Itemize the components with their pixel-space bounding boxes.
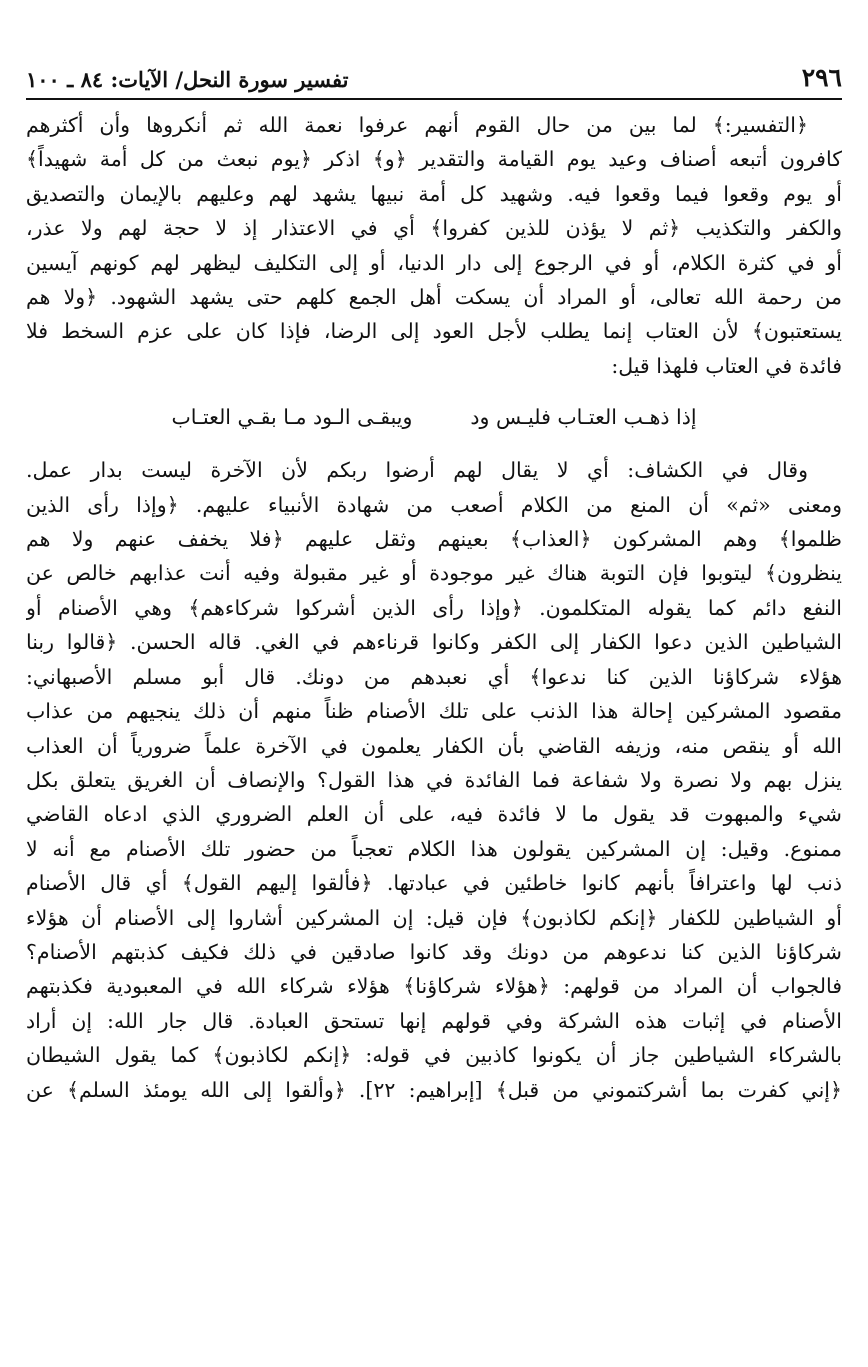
text-line: ممنوع. وقيل: إن المشركين يقولون هذا الكلام تعجباً من حضور تلك الأصنام مع أنه لا: [26, 836, 842, 861]
text-line: أو الشياطين للكفار ﴿إنكم لكاذبون﴾ فإن قيل: إن المشركين أشاروا إلى الأصنام أن هؤلاء: [26, 905, 842, 930]
text-line: مقصود المشركين إحالة هذا الذنب على تلك الأصنام ظناً منهم أن ذلك ينجيهم من عذاب: [26, 699, 842, 724]
text-line: شركاؤنا الذين كنا ندعوهم من دونك وقد كانوا صادقين في ذلك فكيف كذبتهم الأصنام؟: [26, 939, 842, 964]
text-line: الشياطين الذين دعوا الكفار إلى الكفر وكانوا قرناءهم في الغي. قاله الحسن. ﴿قالوا ربنا: [26, 630, 842, 655]
poetry-verse: [26, 405, 842, 429]
text-line: شيء والمبهوت قد يقول ما لا فائدة فيه، على أن العلم الضروري الذي ادعاه القاضي: [26, 802, 842, 827]
verse-hemistich-1: إذا ذهـب العتـاب فليـس ود: [470, 405, 697, 430]
paragraph-2: [26, 453, 842, 1107]
text-line: فائدة في العتاب فلهذا قيل:: [611, 353, 842, 378]
text-line: والكفر والتكذيب ﴿ثم لا يؤذن للذين كفروا﴾ أي في الاعتذار إذ لا حجة لهم ولا عذر،: [26, 216, 842, 241]
text-line: بالشركاء الشياطين جاز أن يكونوا كاذبين في قوله: ﴿إنكم لكاذبون﴾ كما يقول الشيطان: [26, 1043, 842, 1068]
text-line: ﴿إني كفرت بما أشركتموني من قبل﴾ [إبراهيم: ٢٢]. ﴿وألقوا إلى الله يومئذ السلم﴾ عن: [26, 1077, 842, 1102]
text-line: هؤلاء شركاؤنا الذين كنا ندعوا﴾ أي نعبدهم من دونك. قال أبو مسلم الأصبهاني:: [26, 664, 842, 689]
header-rule: [26, 98, 842, 100]
text-line: يستعتبون﴾ لأن العتاب إنما يطلب لأجل العود إلى الرضا، فإذا كان على عزم السخط فلا: [26, 319, 842, 344]
verse-hemistich-2: ويبقـى الـود مـا بقـي العتـاب: [171, 405, 413, 430]
text-line: من رحمة الله تعالى، أو المراد أن يسكت أهل الجمع كلهم حتى يشهد الشهود. ﴿ولا هم: [26, 285, 842, 310]
running-title: تفسير سورة النحل/ الآيات: ٨٤ ـ ١٠٠: [26, 67, 349, 92]
text-line: ظلموا﴾ وهم المشركون ﴿العذاب﴾ بعينهم وثقل عليهم ﴿فلا يخفف عنهم ولا هم: [26, 527, 842, 552]
text-line: الأصنام في إثبات هذه الشركة وفي قولهم إنها تستحق العبادة. قال جار الله: إن أراد: [26, 1008, 842, 1033]
page-number: ٢٩٦: [801, 63, 842, 92]
text-line: ومعنى «ثم» أن المنع من الكلام أصعب من شهادة الأنبياء عليهم. ﴿وإذا رأى الذين: [26, 492, 842, 517]
text-line: أو في كثرة الكلام، أو في الرجوع إلى دار الدنيا، أو إلى التكليف ليظهر لهم كونهم آيسين: [26, 250, 842, 275]
text-line: فالجواب أن المراد من قولهم: ﴿هؤلاء شركاؤنا﴾ هؤلاء شركاء الله في المعبودية فكذبتهم: [26, 974, 842, 999]
text-line: الله أو ينقص منه، وزيفه القاضي بأن الكفار يعلمون في الآخرة علماً ضرورياً أن العذاب: [26, 733, 842, 758]
page-header: [26, 52, 842, 92]
paragraph-1: [26, 108, 842, 383]
text-line: كافرون أتبعه أصناف وعيد يوم القيامة والتقدير ﴿و﴾ اذكر ﴿يوم نبعث من كل أمة شهيداً﴾: [26, 147, 842, 172]
text-line: ذنب لها واعترافاً بأنهم كانوا خاطئين في عبادتها. ﴿فألقوا إليهم القول﴾ أي قال الأصنام: [26, 871, 842, 896]
text-line: النفع دائم كما يقوله المتكلمون. ﴿وإذا رأى الذين أشركوا شركاءهم﴾ وهي الأصنام أو: [26, 595, 842, 620]
text-line: أو يوم وقعوا فيما وقعوا فيه. وشهيد كل أمة نبيها يشهد لهم وعليهم بالإيمان والتصديق: [26, 181, 842, 206]
text-line: ﴿التفسير:﴾ لما بين من حال القوم أنهم عرفوا نعمة الله ثم أنكروها وأن أكثرهم: [26, 113, 808, 137]
text-line: وقال في الكشاف: أي لا يقال لهم أرضوا ربكم لأن الآخرة ليست بدار عمل.: [26, 458, 808, 483]
page-body: [26, 108, 842, 1107]
text-line: ينزل بهم ولا نصرة ولا شفاعة فما الفائدة في هذا القول؟ والإنصاف أن الغريق يتعلق بكل: [26, 767, 842, 792]
text-line: ينظرون﴾ ليتوبوا فإن التوبة هناك غير موجودة أو غير مقبولة وفيه أنت عذابهم خالص عن: [26, 561, 842, 586]
